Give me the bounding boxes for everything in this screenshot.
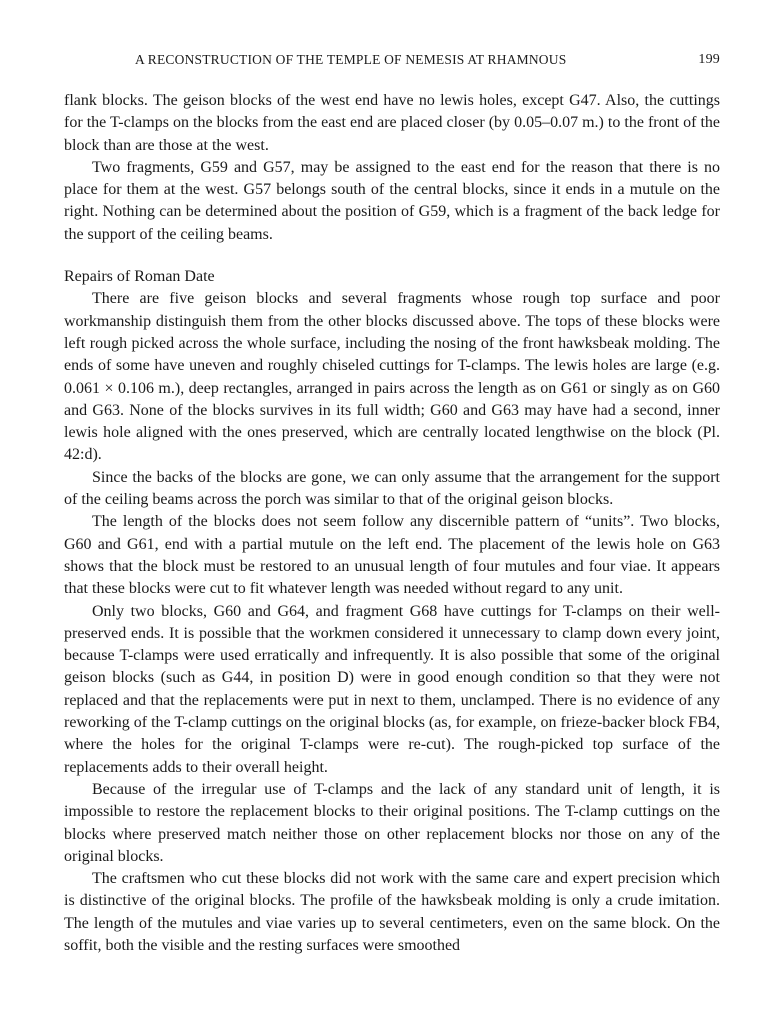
paragraph: Two fragments, G59 and G57, may be assigned to the east end for the reason that there is no place for them at the west. G57 belongs south of the central blocks, since it ends in a mutule on the right. Nothing can be determined about the position of G59, which is a fragment of the back ledge for the support of the ceiling beams. <box>64 158 720 243</box>
running-head <box>64 50 720 72</box>
paragraph: Since the backs of the blocks are gone, we can only assume that the arrangement for the support of the ceiling beams across the porch was similar to that of the original geison blocks. <box>64 468 720 509</box>
paragraph: The craftsmen who cut these blocks did not work with the same care and expert precision which is distinctive of the original blocks. The profile of the hawksbeak molding is only a crude imitation. The length of the mutules and viae varies up to several centimeters, even on the same block. On the soffit, both the visible and the resting surfaces were smoothed <box>64 870 720 954</box>
paragraph-continued: flank blocks. The geison blocks of the west end have no lewis holes, except G47. Also, the cuttings for the T-clamps on the blocks from the east end are placed closer (by 0.05–0.07 m.) to the front of the block than are those at the west. <box>64 92 720 154</box>
page-number: 199 <box>698 52 720 67</box>
paragraph: Because of the irregular use of T-clamps and the lack of any standard unit of length, it is impossible to restore the replacement blocks to their original positions. The T-clamp cuttings on the blocks where preserved match neither those on other replacement blocks nor those on any of the original blocks. <box>64 780 720 865</box>
paragraph: The length of the blocks does not seem follow any discernible pattern of “units”. Two blocks, G60 and G61, end with a partial mutule on the left end. The placement of the lewis hole on G63 shows that the block must be restored to an unusual length of four mutules and four viae. It appears that these blocks were cut to fit whatever length was needed without regard to any unit. <box>64 513 720 598</box>
page <box>64 50 720 957</box>
body-text <box>64 90 720 957</box>
paragraph: There are five geison blocks and several fragments whose rough top surface and poor workmanship distinguish them from the other blocks discussed above. The tops of these blocks were left rough picked across the whole surface, including the nosing of the front hawksbeak molding. The ends of some have uneven and roughly chiseled cuttings for T-clamps. The lewis holes are large (e.g. 0.061 × 0.106 m.), deep rectangles, arranged in pairs across the length as on G61 or singly as on G60 and G63. None of the blocks survives in its full width; G60 and G63 may have had a second, inner lewis hole aligned with the ones preserved, which are centrally located lengthwise on the block (Pl. 42:d). <box>64 290 720 464</box>
section-heading: Repairs of Roman Date <box>64 268 215 286</box>
running-title: A RECONSTRUCTION OF THE TEMPLE OF NEMESIS AT RHAMNOUS <box>135 52 567 67</box>
paragraph: Only two blocks, G60 and G64, and fragment G68 have cuttings for T-clamps on their well-preserved ends. It is possible that the workmen considered it unnecessary to clamp down every joint, because T-clamps were used erratically and infrequently. It is also possible that some of the original geison blocks (such as G44, in position D) were in good enough condition so that they were not replaced and that the replacements were put in next to them, unclamped. There is no evidence of any reworking of the T-clamp cuttings on the original blocks (as, for example, on frieze-backer block FB4, where the holes for the original T-clamps were re-cut). The rough-picked top surface of the replacements adds to their overall height. <box>64 602 720 776</box>
